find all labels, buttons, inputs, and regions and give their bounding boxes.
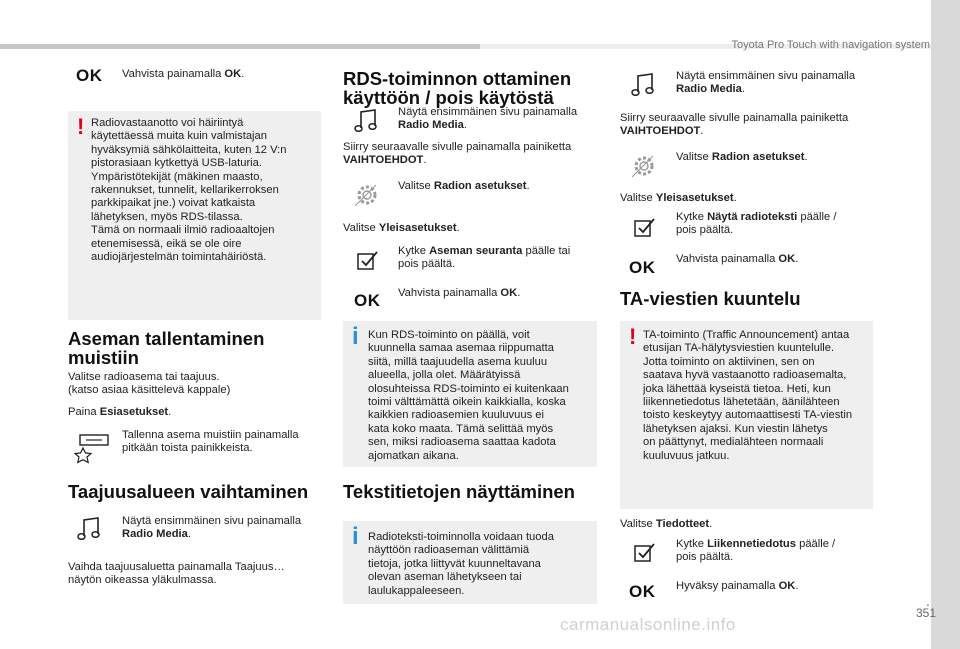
col3-para2: Valitse Yleisasetukset. — [620, 192, 737, 204]
col2-step2: Valitse Radion asetukset. — [398, 180, 530, 192]
col3-step5: Kytke Liikennetiedotus päälle / pois päältä. — [676, 538, 836, 564]
checkbox-icon — [633, 541, 657, 565]
col3-section-title: TA-viestien kuuntelu — [620, 288, 801, 309]
col1-ok-instruction: Vahvista painamalla OK. — [122, 68, 245, 80]
music-note-icon — [630, 72, 656, 98]
col3-step6: Hyväksy painamalla OK. — [676, 580, 799, 592]
col1-section2-title: Taajuusalueen vaihtaminen — [68, 481, 309, 502]
col2-step1: Näytä ensimmäinen sivu painamalla Radio Media. — [398, 106, 578, 132]
col3-step3: Kytke Näytä radioteksti päälle / pois päältä. — [676, 211, 837, 237]
col3-step4: Vahvista painamalla OK. — [676, 253, 799, 265]
watermark: carmanualsonline.info — [560, 615, 736, 634]
col1-section2-para: Vaihda taajuusaluetta painamalla Taajuus… näytön oikeassa yläkulmassa. — [68, 561, 285, 587]
col1-section2-step: Näytä ensimmäinen sivu painamalla Radio Media. — [122, 515, 302, 541]
ok-icon: OK — [76, 66, 103, 85]
settings-gear-icon — [629, 151, 659, 181]
col2-section-title: Tekstitietojen näyttäminen — [343, 481, 575, 502]
col3-para1: Siirry seuraavalle sivulle painamalla painiketta VAIHTOEHDOT. — [620, 112, 849, 138]
info-icon: i — [352, 523, 359, 550]
page-marker: . — [926, 593, 930, 609]
col3-step1: Näytä ensimmäinen sivu painamalla Radio Media. — [676, 70, 856, 96]
col2-para2: Valitse Yleisasetukset. — [343, 222, 460, 234]
header-rule-dark — [0, 44, 480, 49]
col3-step2: Valitse Radion asetukset. — [676, 151, 808, 163]
col1-warning-text: Radiovastaanotto voi häiriintyä käytettäessä muita kuin valmistajan hyväksymiä sähkölaitteita, kuten 12 V:n pistorasiaan kytkettyä USB-laturia. Ympäristötekijät (mäkinen maasto, rakennukset, tunnelit, kellarikerroksen parkkipaikat jne.) voivat katkaista lähetyksen, myös RDS-tilassa. Tämä on normaali ilmiö radioaaltojen etenemisessä, eikä se ole oire audiojärjestelmän toimintahäiriöstä. — [91, 117, 287, 264]
ok-icon: OK — [629, 582, 656, 601]
col1-section1-para1: Valitse radioasema tai taajuus. (katso asiaa käsittelevä kappale) — [68, 371, 231, 397]
warning-icon: ! — [77, 114, 85, 139]
info-icon: i — [352, 323, 359, 350]
col2-para1: Siirry seuraavalle sivulle painamalla painiketta VAIHTOEHDOT. — [343, 141, 572, 167]
col3-warning-text: TA-toiminto (Traffic Announcement) antaa etusijan TA-hälytysviestien kuuntelulle. Jotta toiminto on aktiivinen, sen on saatava hyvä vastaanotto radioasemalta, joka lähettää kyseistä tietoa. Heti, kun liikennetiedotus lähetetään, äänilähteen toisto keskeytyy automaattisesti TA-viestin lähetyksen ajaksi. Kun viestin lähetys on päättynyt, medialähteen normaali kuuluvuus jatkuu. — [643, 329, 853, 462]
music-note-icon — [353, 108, 379, 134]
page-number: 351 — [916, 606, 937, 620]
ok-icon: OK — [629, 258, 656, 277]
col3-para3: Valitse Tiedotteet. — [620, 518, 713, 530]
col2-step4: Vahvista painamalla OK. — [398, 287, 521, 299]
col1-section1-para2: Paina Esiasetukset. — [68, 406, 172, 418]
col2-step3: Kytke Aseman seuranta päälle tai pois päältä. — [398, 245, 571, 271]
checkbox-icon — [633, 216, 657, 240]
settings-gear-icon — [352, 180, 382, 210]
music-note-icon — [76, 516, 102, 542]
page-edge-strip — [931, 0, 960, 649]
col1-section1-step: Tallenna asema muistiin painamalla pitkään toista painikkeista. — [122, 429, 299, 455]
checkbox-icon — [356, 249, 380, 273]
col2-title: RDS-toiminnon ottaminen käyttöön / pois käytöstä — [343, 68, 572, 108]
warning-icon: ! — [629, 324, 637, 349]
col2-info-text: Kun RDS-toiminto on päällä, voit kuunnella samaa asemaa riippumatta siitä, millä taajuudella asema kuuluu alueella, jolla olet. Määrätyissä olosuhteissa RDS-toiminto ei kuitenkaan toimi välttämättä oikein kaikkialla, koska kaikkien radioasemien kuuluvuus ei kata koko maata. Tämä selittää myös sen, miksi radioasema saattaa kadota ajomatkan aikana. — [368, 329, 569, 462]
ok-icon: OK — [354, 291, 381, 310]
col1-section1-title: Aseman tallentaminen muistiin — [68, 328, 265, 368]
header-title: Toyota Pro Touch with navigation system — [731, 39, 930, 51]
col2-info2-text: Radioteksti-toiminnolla voidaan tuoda näyttöön radioaseman välittämiä tietoja, jotka liittyvät kuunneltavana olevan aseman lähetykseen tai laulukappaleeseen. — [368, 531, 554, 597]
presets-star-icon — [74, 432, 110, 464]
